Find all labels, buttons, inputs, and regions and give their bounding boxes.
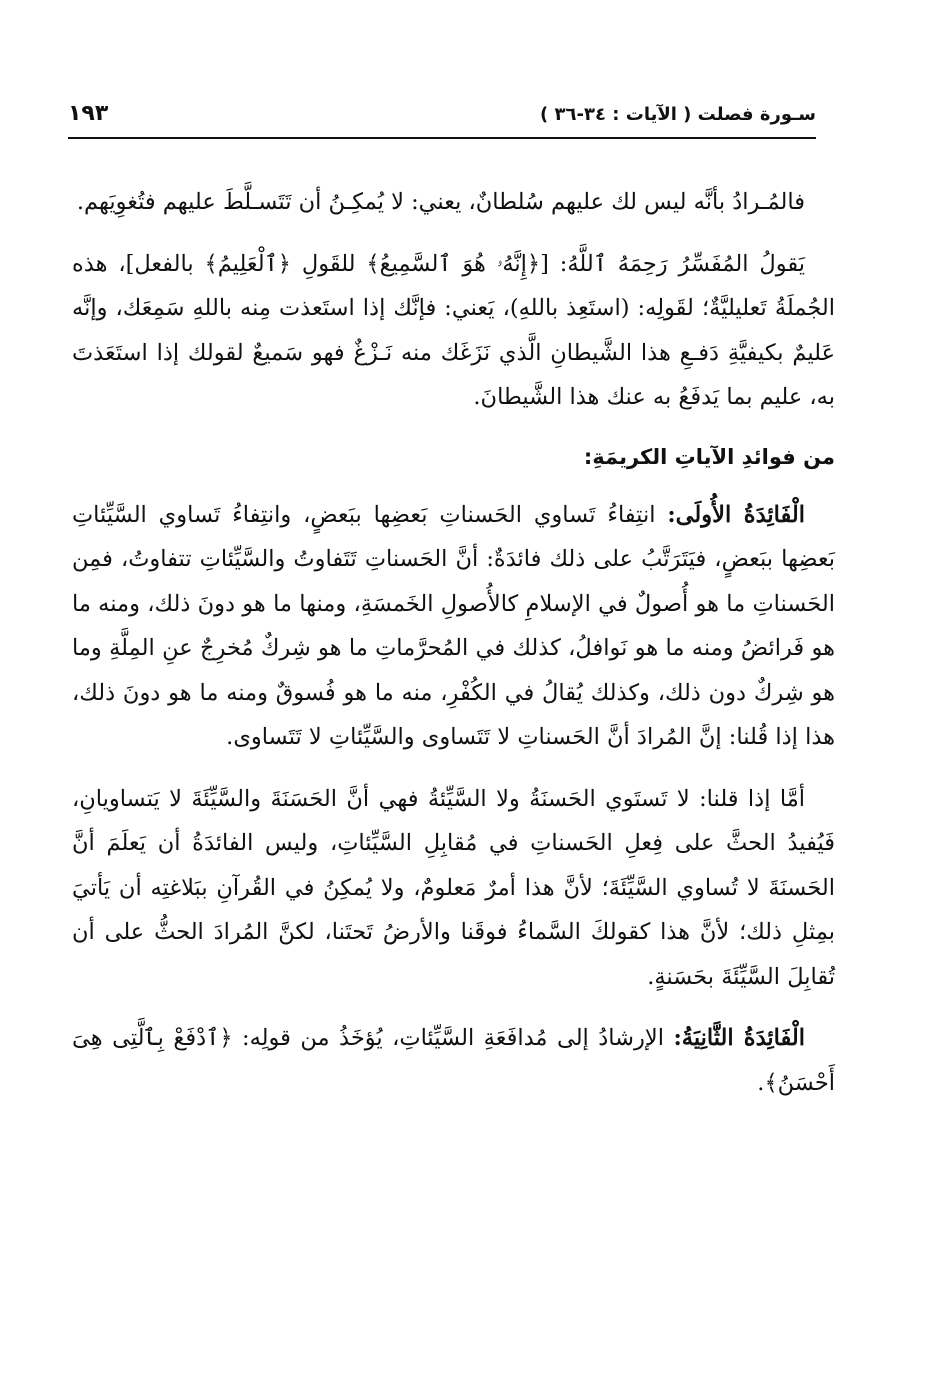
page-body	[72, 180, 835, 1122]
paragraph	[72, 180, 835, 225]
page-number: ١٩٣	[68, 101, 109, 126]
benefit-text: أمَّا إذا قلنا: لا تَستَوي الحَسنَةُ ولا السَّيِّئةُ فهي أنَّ الحَسَنَةَ والسَّيِّئَةَ لا يَتساويانِ، فَيُفيدُ الحثَّ على فِعلِ الحَسناتِ في مُقابِلِ السَّيِّئاتِ، وليس الفائدَةُ أن يَعلَمَ أنَّ الحَسنَةَ لا تُساوي السَّيِّئَةَ؛ لأنَّ هذا أمرٌ مَعلومٌ، ولا يُمكِنُ في القُرآنِ ببَلاغتِه أن يَأتيَ بمِثلِ ذلك؛ لأنَّ هذا كقولكَ السَّماءُ فوقَنا والأرضُ تَحتَنا، لكنَّ المُرادَ الحثُّ على أن تُقابِلَ السَّيِّئَةَ بحَسَنةٍ.	[72, 785, 835, 990]
benefit-paragraph	[72, 1016, 835, 1105]
benefit-text: انتِفاءُ تَساوي الحَسناتِ بَعضِها ببَعضٍ، وانتِفاءُ تَساوي السَّيِّئاتِ بَعضِها ببَعضٍ، فيَتَرَتَّبُ على ذلك فائدَةٌ: أنَّ الحَسناتِ تَتَفاوتُ والسَّيِّئاتِ تتفاوتُ، فمِن الحَسناتِ ما هو أُصولٌ في الإسلامِ كالأُصولِ الخَمسَةِ، ومنها ما هو دونَ ذلك، ومنه ما هو فَرائضُ ومنه ما هو نَوافلُ، كذلك في المُحرَّماتِ ما هو شِركٌ مُخرِجٌ عنِ المِلَّةِ وما هو شِركٌ دون ذلك، وكذلك يُقالُ في الكُفْرِ، منه ما هو فُسوقٌ ومنه ما هو دونَ ذلك، هذا إذا قُلنا: إنَّ المُرادَ أنَّ الحَسناتِ لا تَتَساوى والسَّيِّئاتِ لا تَتَساوى.	[72, 501, 835, 750]
paragraph-text: يَقولُ المُفَسِّرُ رَحِمَهُ ٱللَّهُ: [﴿إِنَّهُۥ هُوَ ٱلسَّمِيعُ﴾ للقَولِ ﴿ٱلْعَلِيمُ﴾ بالفعل]، هذه الجُملَةُ تَعليليَّةٌ؛ لقَولِه: (استَعِذ باللهِ)، يَعني: فإنَّك إذا استَعذت مِنه باللهِ سَمِعَك، وإنَّه عَليمٌ بكيفيَّةِ دَفـعِ هذا الشَّيطانِ الَّذي نَزَغَك منه نَـزْغٌ فهو سَميعٌ لقولك إذا استَعَذتَ به، عليم بما يَدفَعُ به عنك هذا الشَّيطانَ.	[72, 250, 835, 410]
benefit-label: الْفَائِدَةُ الثَّانِيَةُ:	[673, 1025, 805, 1051]
running-header	[68, 102, 816, 130]
benefit-text: الإرشادُ إلى مُدافَعَةِ السَّيِّئاتِ، يُؤخَذُ من قولِه: ﴿ٱدْفَعْ بِٱلَّتِى هِىَ أَحْسَنُ﴾.	[72, 1025, 835, 1096]
header-divider	[68, 137, 816, 139]
benefit-paragraph	[72, 777, 835, 1000]
paragraph-text: فالمُـرادُ بأنَّه ليس لك عليهم سُلطانٌ، يعني: لا يُمكِـنُ أن تَتَسـلَّطَ عليهم فتُغوِيَهم.	[76, 189, 805, 215]
section-heading: من فوائدِ الآياتِ الكريمَةِ:	[583, 444, 835, 469]
benefit-label: الْفَائِدَةُ الأُولَى:	[667, 501, 805, 528]
chapter-title: سـورة فصلت ( الآيات : ٣٤-٣٦ )	[540, 104, 816, 125]
paragraph	[72, 242, 835, 420]
benefit-paragraph	[72, 493, 835, 760]
